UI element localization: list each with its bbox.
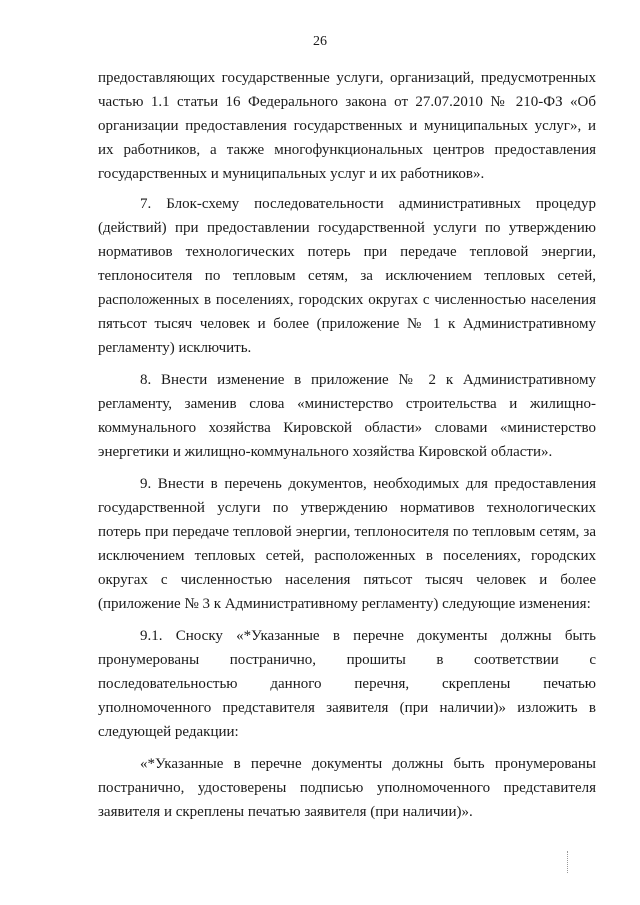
paragraph-item-7: 7. Блок-схему последовательности административных процедур (действий) при предоставлении государственной услуги по утверждению нормативов технологических потерь при передаче тепловой энергии, теплоносителя по тепловым сетям, за исключением тепловых сетей, расположенных в поселениях, городских округах с численностью населения пятьсот тысяч человек и более (приложение № 1 к Административному регламенту) исключить. [98, 196, 596, 356]
paragraph-item-9: 9. Внести в перечень документов, необходимых для предоставления государственной услуги по утверждению нормативов технологических потерь при передаче тепловой энергии, теплоносителя по тепловым сетям, за исключением тепловых сетей, расположенных в поселениях, городских округах с численностью населения пятьсот тысяч человек и более (приложение № 3 к Административному регламенту) следующие изменения: [98, 476, 596, 612]
page-number: 26 [313, 34, 327, 49]
paragraph-continuation: предоставляющих государственные услуги, организаций, предусмотренных частью 1.1 статьи 16 Федерального закона от 27.07.2010 № 210-ФЗ «Об организации предоставления государственных и муниципальных услуг», и их работников, а также многофункциональных центров предоставления государственных и муниципальных услуг и их работников». [98, 70, 596, 182]
document-body [98, 66, 596, 824]
paragraph-item-9-1: 9.1. Сноску «*Указанные в перечне документы должны быть пронумерованы постранично, прошиты в соответствии с последовательностью данного перечня, скреплены печатью уполномоченного представителя заявителя (при наличии)» изложить в следующей редакции: [98, 628, 596, 740]
paragraph-item-8: 8. Внести изменение в приложение № 2 к Административному регламенту, заменив слова «министерство строительства и жилищно-коммунального хозяйства Кировской области» словами «министерство энергетики и жилищно-коммунального хозяйства Кировской области». [98, 372, 596, 460]
scan-artifact [567, 851, 570, 873]
paragraph-quote: «*Указанные в перечне документы должны быть пронумерованы постранично, удостоверены подписью уполномоченного представителя заявителя и скреплены печатью заявителя (при наличии)». [98, 756, 596, 820]
